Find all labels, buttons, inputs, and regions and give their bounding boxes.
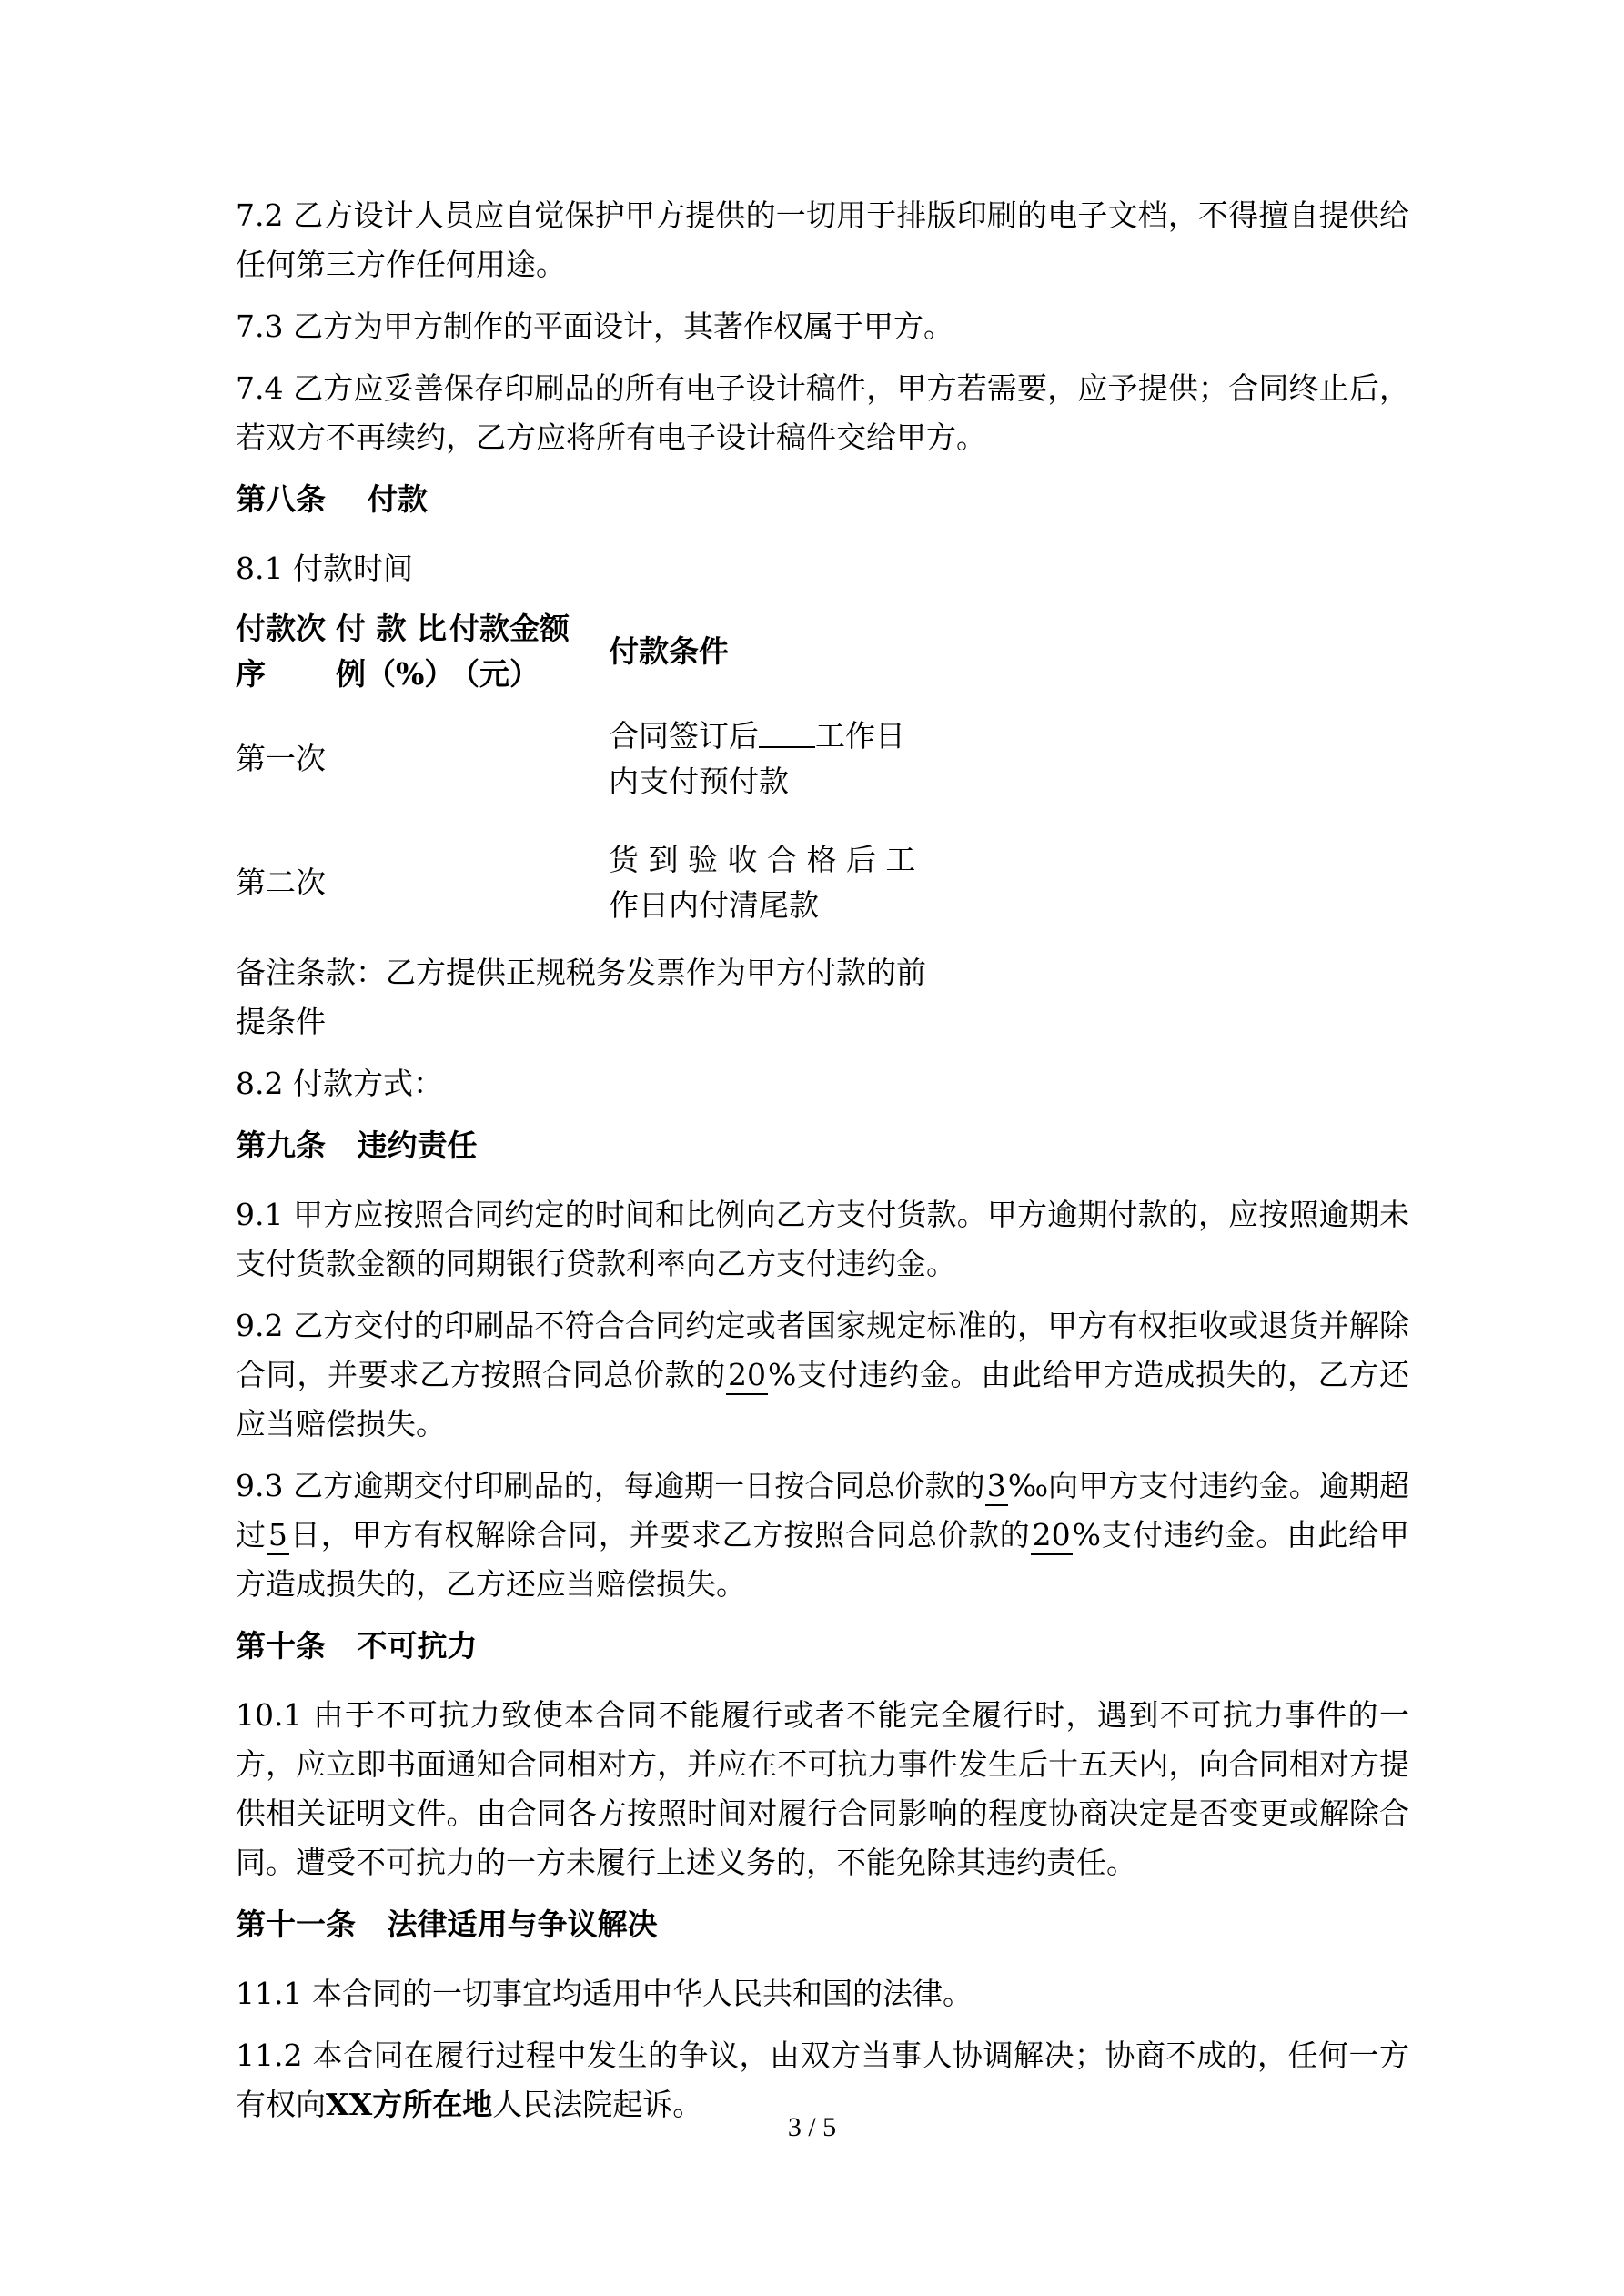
clause-7-4: 7.4 乙方应妥善保存印刷品的所有电子设计稿件，甲方若需要，应予提供；合同终止后，若双方不再续约，乙方应将所有电子设计稿件交给甲方。 xyxy=(236,370,1409,455)
clause-9-3-text-d: %支付违约金。由此给甲方造成损失的，乙方还应当赔偿损失。 xyxy=(236,1517,1410,1602)
clause-9-1: 9.1 甲方应按照合同约定的时间和比例向乙方支付货款。甲方逾期付款的，应按照逾期未支付货款金额的同期银行贷款利率向乙方支付违约金。 xyxy=(236,1197,1409,1281)
clause-10-1: 10.1 由于不可抗力致使本合同不能履行或者不能完全履行时，遇到不可抗力事件的一方，应立即书面通知合同相对方，并应在不可抗力事件发生后十五天内，向合同相对方提供相关证明文件。由合同各方按照时间对履行合同影响的程度协商决定是否变更或解除合同。遭受不可抗力的一方未履行上述义务的，不能免除其违约责任。 xyxy=(236,1697,1409,1880)
clause-9-3-daily-rate: 3 xyxy=(985,1468,1008,1506)
row2-order: 第二次 xyxy=(236,865,326,900)
row1-condition xyxy=(609,697,927,821)
clause-9-3-text-a: 9.3 乙方逾期交付印刷品的，每逾期一日按合同总价款的 xyxy=(236,1468,985,1503)
clause-11-1: 11.1 本合同的一切事宜均适用中华人民共和国的法律。 xyxy=(236,1976,973,2011)
row1-condition-post: 工作日内支付预付款 xyxy=(609,718,905,799)
article-11-heading: 第十一条 法律适用与争议解决 xyxy=(236,1907,658,1942)
row1-condition-pre: 合同签订后 xyxy=(609,718,759,754)
article-8-heading: 第八条 付款 xyxy=(236,481,428,517)
row2-amount xyxy=(449,821,609,945)
row1-order: 第一次 xyxy=(236,741,326,776)
clause-7-3: 7.3 乙方为甲方制作的平面设计，其著作权属于甲方。 xyxy=(236,308,953,344)
payment-note: 备注条款：乙方提供正规税务发票作为甲方付款的前提条件 xyxy=(236,955,926,1039)
header-amount: 付款金额（元） xyxy=(449,611,570,692)
header-ratio: 付 款 比例（%） xyxy=(336,611,455,692)
clause-9-3-penalty-percent: 20 xyxy=(1031,1517,1073,1555)
page-number: 3 / 5 xyxy=(787,2112,837,2142)
article-10-heading: 第十条 不可抗力 xyxy=(236,1628,478,1664)
document-body xyxy=(236,191,1409,2142)
payment-schedule-table xyxy=(236,606,927,945)
clause-9-3 xyxy=(236,1462,1409,1609)
clause-11-2-text-a: 11.2 本合同在履行过程中发生的争议，由双方当事人协调解决；协商不成的，任何一方有权向 xyxy=(236,2038,1409,2122)
clause-9-2-text-b: %支付违约金。由此给甲方造成损失的，乙方还应当赔偿损失。 xyxy=(236,1357,1409,1441)
clause-9-3-text-b: ‰向甲方支付违约金。逾期超过 xyxy=(236,1468,1409,1553)
row2-ratio xyxy=(336,821,449,945)
article-9-heading: 第九条 违约责任 xyxy=(236,1128,478,1163)
row1-amount xyxy=(449,697,609,821)
row1-blank-line xyxy=(759,719,815,748)
clause-9-2-text-a: 9.2 乙方交付的印刷品不符合合同约定或者国家规定标准的，甲方有权拒收或退货并解除合同，并要求乙方按照合同总价款的 xyxy=(236,1308,1409,1392)
clause-9-2-penalty-percent: 20 xyxy=(726,1357,768,1395)
row2-condition: 货 到 验 收 合 格 后 工作日内付清尾款 xyxy=(609,842,916,923)
row1-ratio xyxy=(336,697,449,821)
table-row xyxy=(236,697,927,821)
header-condition: 付款条件 xyxy=(609,633,729,669)
clause-11-2-court-location: XX方所在地 xyxy=(326,2087,493,2122)
clause-9-2 xyxy=(236,1301,1409,1449)
header-order: 付款次序 xyxy=(236,611,326,692)
clause-11-2-text-b: 人民法院起诉。 xyxy=(492,2087,703,2122)
table-header-row xyxy=(236,606,927,697)
table-row xyxy=(236,821,927,945)
clause-7-2: 7.2 乙方设计人员应自觉保护甲方提供的一切用于排版印刷的电子文档，不得擅自提供给任何第三方作任何用途。 xyxy=(236,197,1409,282)
clause-8-1: 8.1 付款时间 xyxy=(236,551,413,586)
clause-9-3-text-c: 日，甲方有权解除合同，并要求乙方按照合同总价款的 xyxy=(288,1517,1031,1553)
clause-8-2: 8.2 付款方式： xyxy=(236,1066,443,1101)
clause-9-3-overdue-days: 5 xyxy=(267,1517,289,1555)
